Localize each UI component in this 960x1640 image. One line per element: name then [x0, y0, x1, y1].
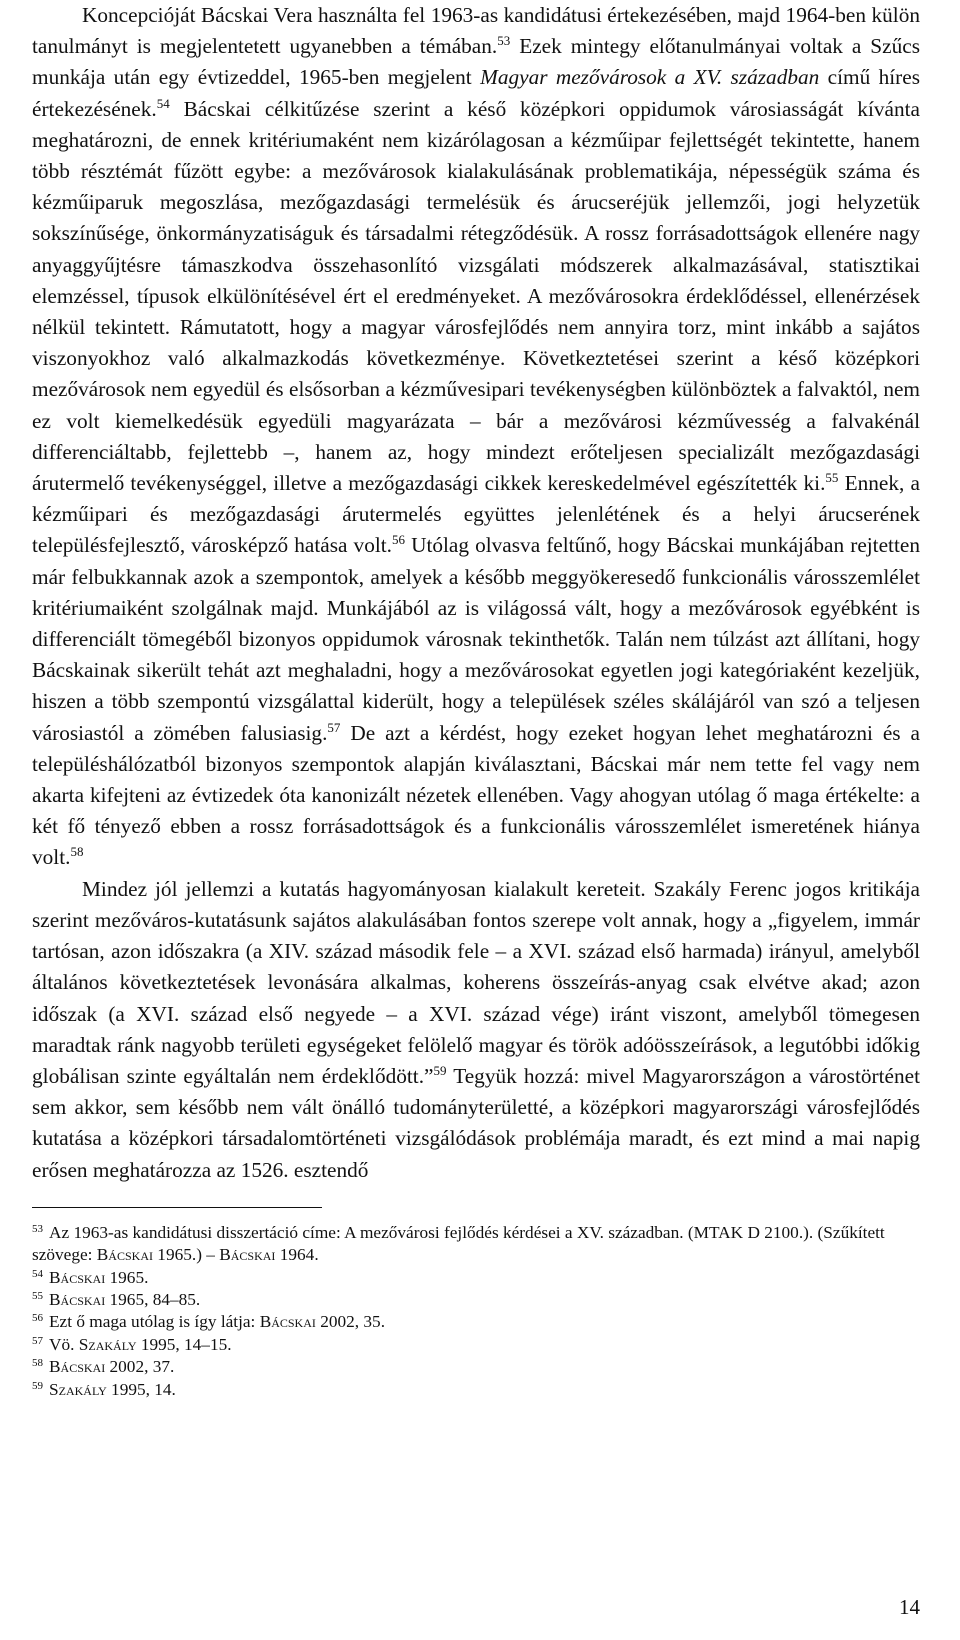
- author-name: Bácskai: [49, 1357, 106, 1377]
- footnote-number: 54: [32, 1267, 43, 1280]
- footnote-text: Ezt ő maga utólag is így látja:: [49, 1312, 260, 1332]
- footnote-separator: [32, 1207, 322, 1208]
- footnote-number: 55: [32, 1289, 43, 1302]
- paragraph-text: Koncepcióját Bácskai Vera használta fel 1963-as kandidátusi értekezésében, majd 1964-ben külön tanulmányt is megjelentetett ugyanebben a témában.: [32, 3, 920, 59]
- footnote-text: 1965.: [105, 1267, 149, 1287]
- italic-title: Magyar mezővárosok a XV. században: [480, 65, 820, 90]
- footnote-text: Az 1963-as kandidátusi disszertáció címe: A mezővárosi fejlődés kérdései a XV. században. (MTAK D 2100.). (Szűkített szövege:: [32, 1222, 885, 1265]
- footnote-53: [32, 1222, 920, 1267]
- footnote-57: [32, 1334, 920, 1356]
- footnote-text: 1964.: [275, 1245, 319, 1265]
- paragraph-text: Ezek mintegy előtanulmányai voltak a Szűcs munkája után egy évtizeddel, 1965-ben megjelent: [32, 34, 920, 90]
- footnote-reference: 58: [70, 844, 84, 860]
- document-page: [32, 0, 920, 1401]
- paragraph-text: Tegyük hozzá: mivel Magyarországon a várostörténet sem akkor, sem később nem vált önálló tudományterületté, a középkori magyarországi városfejlődés kutatása a középkori társadalomtörténeti vizsgálódások problémája maradt, és ezt mind a mai napig erősen meghatározza az 1526. esztendő: [32, 1063, 921, 1182]
- paragraph-text: Mindez jól jellemzi a kutatás hagyományosan kialakult kereteit. Szakály Ferenc jogos kritikája szerint mezőváros-kutatásunk sajátos alakulásában fontos szerepe volt annak, hogy a „figyelem, immár tartósan, azon időszakra (a XIV. század második fele – a XVI. század első harmada) irányul, amelyből általános következtetések levonására alkalmas, koherens összeírás-anyag csak elvétve akad; azon időszak (a XVI. század első negyede – a XVI. század vége) iránt viszont, amelyből tömegesen maradtak ránk nagyobb területi egységeket felölelő magyar és török adóösszeírások, a legutóbbi időkig globálisan szinte egyáltalán nem érdeklődött.”: [32, 876, 920, 1088]
- footnote-text: 2002, 35.: [315, 1312, 386, 1332]
- footnote-text: 1965.) –: [152, 1245, 220, 1265]
- footnote-text: Vö.: [49, 1334, 79, 1354]
- footnote-number: 56: [32, 1312, 43, 1325]
- footnote-reference: 54: [156, 95, 170, 111]
- footnote-number: 53: [32, 1222, 43, 1235]
- footnote-56: [32, 1311, 920, 1333]
- footnote-reference: 56: [392, 532, 405, 548]
- author-name: Bácskai: [259, 1312, 316, 1332]
- footnote-number: 59: [32, 1379, 43, 1392]
- footnote-number: 57: [32, 1334, 43, 1347]
- author-name: Szakály: [78, 1334, 137, 1354]
- page-number: 14: [899, 1595, 920, 1619]
- author-name: Bácskai: [49, 1289, 106, 1309]
- paragraph-text: De azt a kérdést, hogy ezeket hogyan lehet meghatározni és a településhálózatból bizonyos szempontok alapján kiválasztani, Bácskai már nem tette fel vagy nem akarta kifejteni az évtizedek óta kanonizált nézetek ellenében. Vagy ahogyan utólag ő maga értékelte: a két fő tényező ebben a rossz forrásadottságok és a funkcionális városszemlélet ismeretének hiánya volt.: [32, 720, 920, 870]
- paragraph-text: című híres értekezésének.: [32, 65, 920, 121]
- footnotes: [32, 1222, 920, 1401]
- footnote-reference: 57: [327, 719, 341, 735]
- author-name: Bácskai: [219, 1245, 276, 1265]
- footnote-reference: 55: [825, 470, 839, 486]
- footnote-54: [32, 1267, 920, 1289]
- author-name: Szakály: [49, 1379, 107, 1399]
- paragraph-1: [32, 0, 920, 874]
- author-name: Bácskai: [49, 1267, 106, 1287]
- footnote-59: [32, 1379, 920, 1401]
- footnote-text: 1965, 84–85.: [105, 1289, 201, 1309]
- footnote-text: 2002, 37.: [105, 1357, 175, 1377]
- body-text: [32, 0, 920, 1186]
- paragraph-text: Utólag olvasva feltűnő, hogy Bácskai munkájában rejtetten már felbukkannak azok a szempontok, amelyek a később meggyökeresedő funkcionális városszemlélet kritériumaiként szolgálnak majd. Munkájából az is világossá vált, hogy a mezővárosok egyébként is differenciált tömegéből bizonyos oppidumok városnak tekinthetők. Talán nem túlzást azt állítani, hogy Bácskainak sikerült tehát azt meghaladni, hogy a mezővárosokat egyetlen jogi kategóriaként kezeljük, hiszen a több szempontú vizsgálattal kiderült, hogy a települések széles skálájáról van szó a teljesen városiastól a zömében falusiasig.: [32, 533, 920, 745]
- footnote-reference: 53: [497, 33, 511, 49]
- paragraph-text: Ennek, a kézműipari és mezőgazdasági árutermelés együttes jelenlétének és a helyi árucserének településfejlesztő, városképző hatása volt.: [32, 471, 920, 558]
- paragraph-text: Bácskai célkitűzése szerint a késő középkori oppidumok városiasságát kívánta meghatározni, de ennek kritériumaként nem kizárólagosan a kézműipar fejlettségét tekintette, hanem több résztémát fűzött egybe: a mezővárosok kialakulásának problematikája, népességük száma és kézműiparuk megoszlása, mezőgazdasági termelésük és árucseréjük jellemzői, jogi helyzetük sokszínűsége, önkormányzatiságuk és társadalmi rétegződésük. A rossz forrásadottságok ellenére nagy anyaggyűjtésre támaszkodva összehasonlító vizsgálati módszerek alkalmazásával, statisztikai elemzéssel, típusok elkülönítésével ért el eredményeket. A mezővárosokra érdeklődéssel, ellenérzések nélkül tekintett. Rámutatott, hogy a magyar városfejlődés nem annyira torz, mint inkább a sajátos viszonyokhoz való alkalmazkodás következménye. Következtetései szerint a késő középkori mezővárosok nem egyedül és elsősorban a kézművesipari tevékenységben különböztek a falvaktól, nem ez volt kiemelkedésük egyedüli magyarázata – bár a mezővárosi kézművesség a falvakénál differenciáltabb, fejlettebb –, hanem az, hogy mindezt erőteljesen specializált mezőgazdasági árutermelő tevékenységgel, illetve a mezőgazdasági cikkek kereskedelmével egészítették ki.: [32, 96, 920, 496]
- footnote-number: 58: [32, 1357, 43, 1370]
- footnote-text: 1995, 14.: [106, 1379, 176, 1399]
- footnote-text: 1995, 14–15.: [136, 1334, 232, 1354]
- author-name: Bácskai: [96, 1245, 153, 1265]
- footnote-58: [32, 1356, 920, 1378]
- paragraph-2: [32, 874, 920, 1186]
- footnote-55: [32, 1289, 920, 1311]
- footnote-reference: 59: [433, 1062, 447, 1078]
